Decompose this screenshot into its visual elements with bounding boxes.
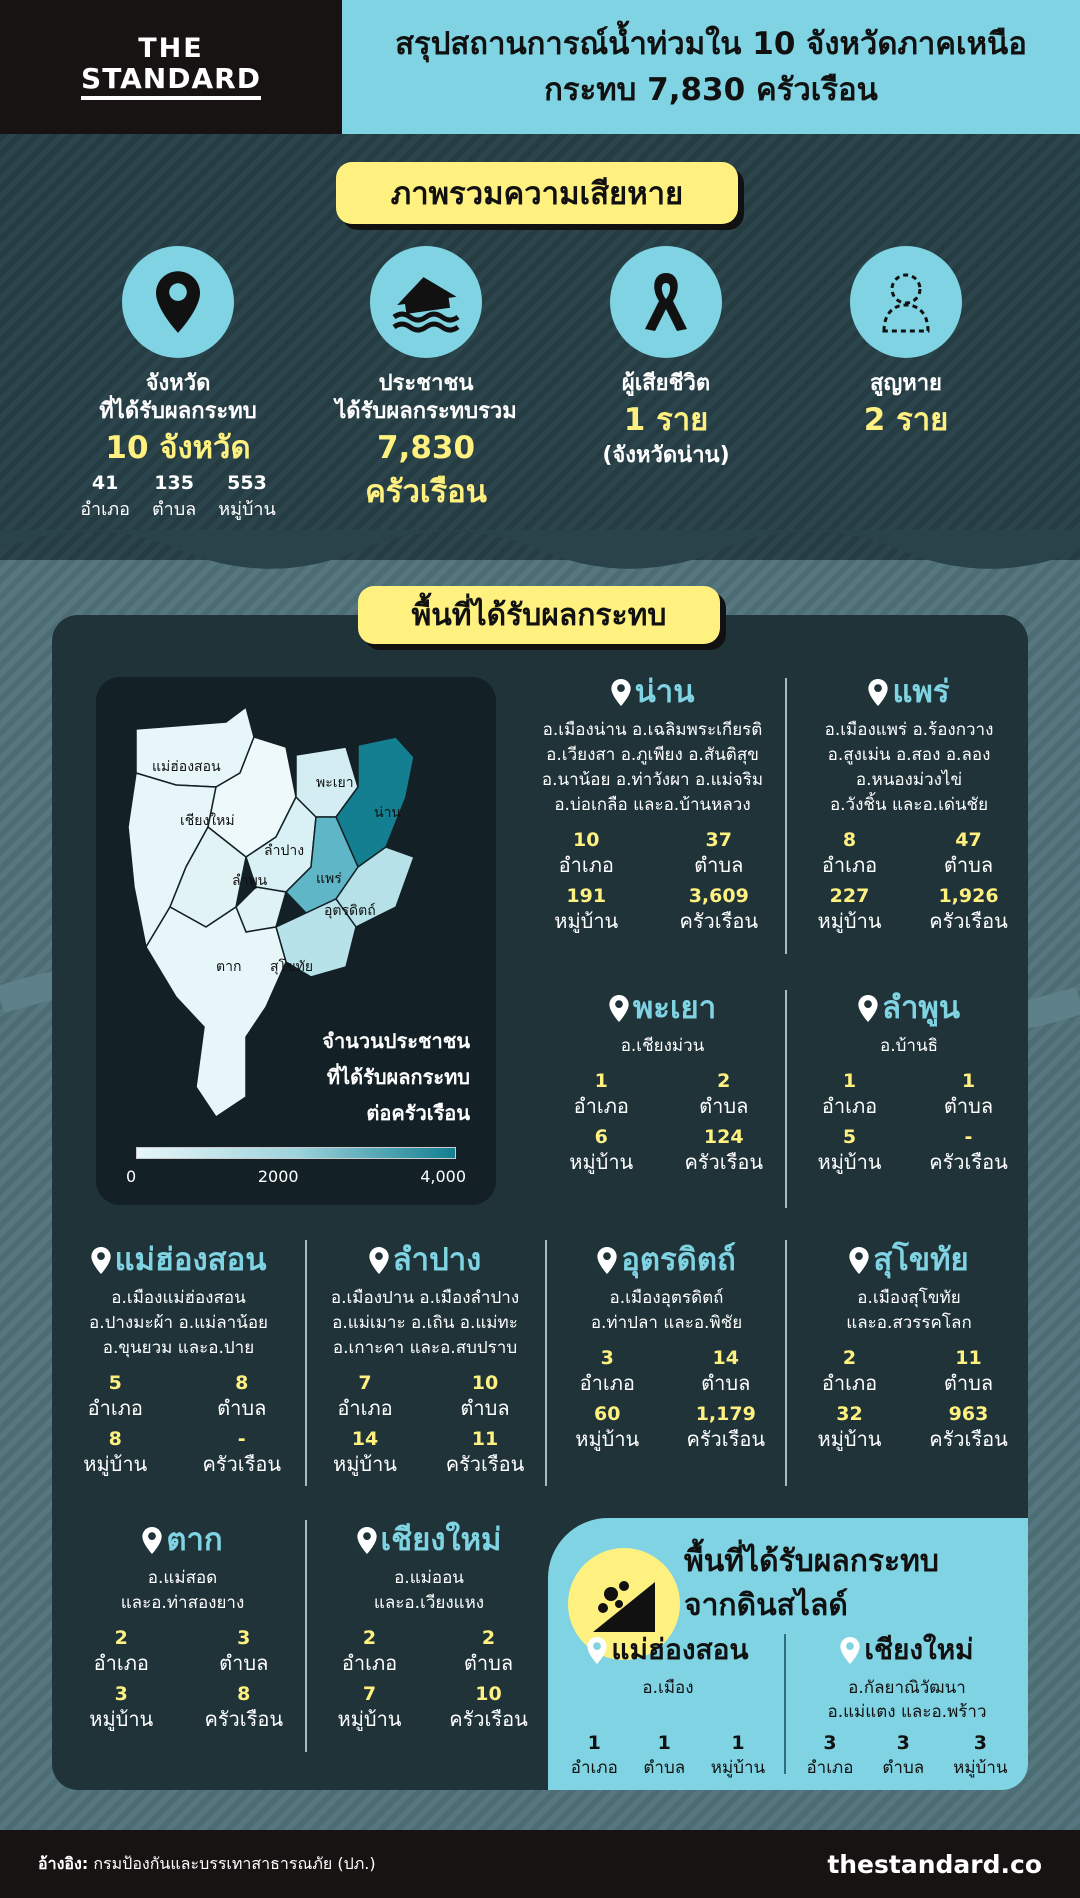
province-card-0	[520, 672, 785, 934]
landslide-title-line: พื้นที่ได้รับผลกระทบ	[684, 1544, 939, 1579]
stat-unit: หมู่บ้าน	[710, 1758, 766, 1778]
map-legend-title-line: ต่อครัวเรือน	[366, 1101, 470, 1125]
stat-number: 6	[594, 1126, 608, 1148]
stat-cell	[909, 1069, 1028, 1119]
stat-number: 1	[961, 1070, 976, 1092]
stat-unit: อำเภอ	[821, 1371, 878, 1395]
landslide-title-line: จากดินสไลด์	[684, 1588, 848, 1623]
stat-unit: อำเภอ	[821, 1094, 878, 1118]
map-label: น่าน	[374, 805, 402, 821]
province-stats	[60, 1626, 305, 1732]
stat-cell	[183, 1626, 306, 1676]
district-line: อ.ท่าปลา และอ.พิชัย	[590, 1313, 743, 1333]
map-region-tak	[146, 907, 286, 1117]
stat-cell	[790, 1402, 909, 1452]
column-divider	[785, 678, 787, 954]
province-card-1	[790, 672, 1028, 934]
stat-cell	[548, 1402, 667, 1452]
stat-number: 5	[108, 1372, 122, 1394]
province-name: สุโขทัย	[873, 1242, 969, 1278]
missing-person-icon	[850, 246, 962, 358]
stat-number: 3	[114, 1683, 128, 1705]
stat-unit: อำเภอ	[93, 1651, 149, 1675]
landslide-stats	[792, 1732, 1022, 1781]
stat-unit: ครัวเรือน	[684, 1150, 764, 1174]
stat-number: 60	[594, 1403, 621, 1425]
stat-provinces-label1: จังหวัด	[145, 371, 211, 396]
stat-cell	[429, 1682, 548, 1732]
breakdown-number: 41	[91, 472, 119, 494]
stat-cell	[179, 1427, 306, 1477]
stat-number: -	[237, 1428, 246, 1450]
province-name: น่าน	[634, 674, 695, 710]
landslide-area-1	[792, 1630, 1022, 1781]
column-divider	[305, 1520, 307, 1752]
district-line: อ.หนองม่วงไข่	[855, 770, 963, 790]
map-pin-icon	[142, 1527, 162, 1554]
stat-number: 3	[973, 1732, 987, 1754]
district-line: อ.แม่แตง และอ.พร้าว	[827, 1702, 987, 1722]
province-name: แพร่	[892, 674, 950, 710]
stat-number: 14	[712, 1347, 739, 1369]
stat-unit: ตำบล	[943, 853, 994, 877]
stat-unit: ตำบล	[217, 1396, 267, 1420]
stat-number: 7	[362, 1683, 377, 1705]
stat-number: 1	[731, 1732, 745, 1754]
stat-unit: อำเภอ	[821, 853, 878, 877]
district-line: และอ.ท่าสองยาง	[120, 1593, 245, 1613]
stat-cell	[52, 1427, 179, 1477]
stat-cell	[909, 828, 1028, 878]
district-line: อ.ปางมะผ้า อ.แม่ลาน้อย	[88, 1313, 269, 1333]
breakdown-number: 135	[154, 472, 194, 494]
stat-cell	[806, 1732, 853, 1781]
province-card-8	[60, 1520, 305, 1732]
district-line: อ.เมือง	[642, 1678, 694, 1698]
district-line: อ.เมืองอุตรดิตถ์	[609, 1288, 724, 1308]
stat-unit: อำเภอ	[573, 1094, 629, 1118]
stat-unit: ตำบล	[943, 1371, 994, 1395]
stat-number: 7	[358, 1372, 372, 1394]
province-card-6	[548, 1240, 785, 1452]
map-label: พะเยา	[316, 775, 354, 791]
stat-number: 8	[235, 1372, 249, 1394]
district-line: และอ.เวียงแหง	[373, 1593, 485, 1613]
district-line: อ.เมืองแม่ฮ่องสอน	[111, 1288, 246, 1308]
stat-unit: หมู่บ้าน	[569, 1150, 634, 1174]
stat-number: 14	[351, 1428, 379, 1450]
province-districts	[520, 718, 785, 818]
stat-unit: อำเภอ	[806, 1758, 854, 1778]
province-stats	[540, 1069, 785, 1175]
province-map	[96, 677, 496, 1205]
stat-missing-label: สูญหาย	[870, 371, 942, 396]
map-pin-icon	[840, 1637, 860, 1664]
stat-unit: ตำบล	[701, 1371, 751, 1395]
landslide-panel	[548, 1518, 1028, 1790]
province-name: ลำพูน	[881, 990, 961, 1026]
map-label: แพร่	[316, 871, 342, 887]
province-card-2	[540, 988, 785, 1175]
stat-unit: หมู่บ้าน	[575, 1427, 640, 1451]
page-title	[342, 0, 1080, 134]
province-districts	[52, 1286, 305, 1361]
stat-number: 3	[896, 1732, 910, 1754]
stat-deaths	[548, 246, 784, 470]
map-pin-icon	[849, 1247, 869, 1274]
affected-title: พื้นที่ได้รับผลกระทบ	[358, 586, 720, 644]
footer-reference-text: กรมป้องกันและบรรเทาสาธารณภัย (ปภ.)	[93, 1853, 376, 1873]
landslide-stats	[558, 1732, 778, 1781]
stat-number: 11	[955, 1347, 982, 1369]
stat-cell	[653, 828, 786, 878]
district-line: อ.แม่ออน	[394, 1568, 464, 1588]
stat-number: 11	[471, 1428, 499, 1450]
landslide-area-name: แม่ฮ่องสอน	[611, 1633, 749, 1666]
stat-cell	[52, 1371, 179, 1421]
map-pin-icon	[597, 1247, 617, 1274]
stat-unit: หมู่บ้าน	[337, 1707, 402, 1731]
province-districts	[548, 1286, 785, 1336]
stat-cell	[790, 828, 909, 878]
landslide-divider	[784, 1634, 786, 1774]
brand-logo	[0, 0, 342, 134]
stat-number: 10	[573, 829, 600, 851]
stat-number: 227	[829, 885, 870, 907]
stat-unit: ครัวเรือน	[202, 1452, 282, 1476]
province-card-4	[52, 1240, 305, 1477]
landslide-title	[684, 1540, 939, 1628]
stat-deaths-value: 1 ราย	[623, 402, 709, 438]
stat-unit: ตำบล	[699, 1094, 749, 1118]
stat-unit: ตำบล	[219, 1651, 269, 1675]
stat-cell	[909, 884, 1028, 934]
stat-unit: อำเภอ	[579, 1371, 635, 1395]
province-districts	[310, 1566, 548, 1616]
stat-unit: หมู่บ้าน	[554, 909, 619, 933]
map-label: สุโขทัย	[270, 959, 314, 975]
stat-number: 191	[566, 885, 607, 907]
stat-number: 1	[842, 1070, 857, 1092]
stat-cell	[667, 1346, 786, 1396]
stat-unit: อำเภอ	[558, 853, 614, 877]
map-pin-icon	[122, 246, 234, 358]
stat-unit: ตำบล	[460, 1396, 510, 1420]
province-districts	[790, 1286, 1028, 1336]
district-line: อ.เกาะคา และอ.สบปราบ	[332, 1338, 518, 1358]
stat-cell	[60, 1626, 183, 1676]
stat-number: 1	[594, 1070, 608, 1092]
breakdown-unit: หมู่บ้าน	[218, 499, 276, 520]
district-line: และอ.สวรรคโลก	[846, 1313, 972, 1333]
brand-logo-line2: STANDARD	[81, 64, 261, 100]
footer	[0, 1830, 1080, 1898]
landslide-area-0	[558, 1630, 778, 1781]
province-stats	[310, 1626, 548, 1732]
stat-cell	[909, 1402, 1028, 1452]
stat-number: 10	[471, 1372, 499, 1394]
breakdown-unit: อำเภอ	[80, 499, 130, 520]
stat-cell	[711, 1732, 765, 1781]
stat-number: 2	[481, 1627, 496, 1649]
stat-number: 3	[237, 1627, 251, 1649]
mourning-ribbon-icon	[610, 246, 722, 358]
stat-missing	[788, 246, 1024, 442]
stat-cell	[790, 1069, 909, 1119]
province-stats	[790, 828, 1028, 934]
stat-unit: ครัวเรือน	[449, 1707, 528, 1731]
stat-cell	[653, 884, 786, 934]
footer-reference-label: อ้างอิง:	[38, 1853, 89, 1873]
stat-cell	[790, 1346, 909, 1396]
district-line: อ.เมืองน่าน อ.เฉลิมพระเกียรติ	[542, 720, 763, 740]
map-legend-title-line: จำนวนประชาชน	[322, 1029, 470, 1053]
stat-cell	[571, 1732, 618, 1781]
stat-number: 1	[657, 1732, 671, 1754]
footer-reference	[38, 1852, 376, 1877]
page-title-line2: กระทบ 7,830 ครัวเรือน	[544, 72, 878, 108]
landslide-area-title	[558, 1630, 778, 1670]
map-legend-tick: 0	[126, 1167, 137, 1186]
stat-provinces-label2: ที่ได้รับผลกระทบ	[99, 399, 257, 424]
stat-unit: ครัวเรือน	[929, 1150, 1008, 1174]
stat-unit: ตำบล	[694, 853, 744, 877]
map-pin-icon	[357, 1527, 377, 1554]
map-pin-icon	[611, 679, 631, 706]
province-stats	[305, 1371, 545, 1477]
district-line: อ.แม่สอด	[147, 1568, 218, 1588]
district-line: อ.เมืองแพร่ อ.ร้องกวาง	[824, 720, 994, 740]
province-card-3	[790, 988, 1028, 1175]
stat-cell	[425, 1427, 545, 1477]
stat-cell	[663, 1125, 786, 1175]
stat-cell	[310, 1626, 429, 1676]
map-label: เชียงใหม่	[180, 813, 235, 829]
stat-unit: ครัวเรือน	[679, 909, 759, 933]
stat-provinces-value: 10 จังหวัด	[105, 430, 251, 466]
map-label: ลำปาง	[264, 843, 305, 859]
stat-cell	[540, 1069, 663, 1119]
stat-unit: หมู่บ้าน	[953, 1758, 1008, 1778]
stat-cell	[790, 884, 909, 934]
stat-unit: อำเภอ	[337, 1396, 393, 1420]
district-line: อ.บ้านธิ	[880, 1036, 938, 1056]
stat-cell	[540, 1125, 663, 1175]
stat-cell	[520, 828, 653, 878]
province-districts	[60, 1566, 305, 1616]
stat-unit: ตำบล	[882, 1758, 925, 1778]
stat-number: 32	[836, 1403, 863, 1425]
stat-unit: หมู่บ้าน	[83, 1452, 148, 1476]
stat-number: 10	[475, 1683, 502, 1705]
map-label: ลำพูน	[232, 873, 268, 889]
stat-cell	[425, 1371, 545, 1421]
district-line: อ.กัลยาณิวัฒนา	[848, 1678, 966, 1698]
province-districts	[305, 1286, 545, 1361]
province-name: พะเยา	[632, 990, 717, 1026]
stat-number: 3,609	[688, 885, 749, 907]
province-card-9	[310, 1520, 548, 1732]
stat-number: 3	[823, 1732, 837, 1754]
province-districts	[790, 718, 1028, 818]
stat-deaths-note: (จังหวัดน่าน)	[602, 443, 730, 468]
stat-unit: ครัวเรือน	[204, 1707, 284, 1731]
brand-logo-line1: THE	[138, 33, 204, 64]
stat-unit: หมู่บ้าน	[817, 1427, 882, 1451]
stat-missing-value: 2 ราย	[863, 402, 949, 438]
map-pin-icon	[609, 995, 629, 1022]
province-name: แม่ฮ่องสอน	[114, 1242, 267, 1278]
landslide-area-name: เชียงใหม่	[864, 1633, 974, 1666]
province-name: อุตรดิตถ์	[621, 1242, 736, 1278]
landslide-districts	[792, 1676, 1022, 1728]
stat-unit: อำเภอ	[341, 1651, 398, 1675]
stat-cell	[909, 1346, 1028, 1396]
stat-number: 1,179	[695, 1403, 756, 1425]
stat-cell	[520, 884, 653, 934]
stat-cell	[60, 1682, 183, 1732]
stat-cell	[310, 1682, 429, 1732]
district-line: อ.นาน้อย อ.ท่าวังผา อ.แม่จริม	[541, 770, 764, 790]
column-divider	[545, 1240, 547, 1486]
stat-number: 2	[842, 1347, 857, 1369]
stat-cell	[663, 1069, 786, 1119]
stat-provinces-breakdown	[60, 472, 296, 523]
province-card-5	[305, 1240, 545, 1477]
map-legend-tick: 2000	[257, 1167, 299, 1186]
map-pin-icon	[858, 995, 878, 1022]
stat-unit: หมู่บ้าน	[333, 1452, 397, 1476]
map-label: แม่ฮ่องสอน	[152, 759, 221, 775]
province-name: ลำปาง	[392, 1242, 482, 1278]
stat-number: -	[964, 1126, 973, 1148]
stat-number: 8	[842, 829, 857, 851]
stat-number: 124	[703, 1126, 744, 1148]
stat-people	[308, 246, 544, 514]
district-line: อ.เวียงสา อ.ภูเพียง อ.สันติสุข	[546, 745, 759, 765]
stat-number: 1,926	[938, 885, 999, 907]
stat-unit: ครัวเรือน	[686, 1427, 766, 1451]
map-legend-ticks	[126, 1167, 466, 1186]
map-legend-scale	[136, 1147, 456, 1159]
stat-cell	[790, 1125, 909, 1175]
stat-people-unit: ครัวเรือน	[365, 474, 487, 510]
map-legend-title-line: ที่ได้รับผลกระทบ	[326, 1065, 470, 1089]
stat-people-label1: ประชาชน	[378, 371, 474, 396]
stat-number: 5	[842, 1126, 857, 1148]
stat-cell	[667, 1402, 786, 1452]
stat-deaths-label: ผู้เสียชีวิต	[621, 371, 711, 396]
stat-unit: ตำบล	[463, 1651, 514, 1675]
province-card-7	[790, 1240, 1028, 1452]
province-stats	[52, 1371, 305, 1477]
district-line: อ.สูงเม่น อ.สอง อ.ลอง	[827, 745, 991, 765]
stat-number: 3	[600, 1347, 614, 1369]
district-line: อ.แม่เมาะ อ.เถิน อ.แม่ทะ	[332, 1313, 518, 1333]
stat-unit: อำเภอ	[87, 1396, 143, 1420]
stat-cell	[643, 1732, 685, 1781]
district-line: อ.เชียงม่วน	[620, 1036, 705, 1056]
map-label: อุตรดิตถ์	[324, 903, 376, 919]
column-divider	[785, 990, 787, 1208]
stat-cell	[183, 1682, 306, 1732]
map-pin-icon	[868, 679, 888, 706]
province-stats	[548, 1346, 785, 1452]
map-label: ตาก	[216, 959, 242, 975]
stat-number: 8	[108, 1428, 122, 1450]
overview-title: ภาพรวมความเสียหาย	[336, 162, 738, 224]
stat-people-value: 7,830	[376, 430, 476, 466]
stat-cell	[179, 1371, 306, 1421]
flooded-house-icon	[370, 246, 482, 358]
district-line: อ.วังชิ้น และอ.เด่นชัย	[829, 795, 989, 815]
stat-unit: หมู่บ้าน	[817, 909, 882, 933]
province-name: เชียงใหม่	[380, 1522, 502, 1558]
province-districts	[790, 1034, 1028, 1059]
district-line: อ.เมืองสุโขทัย	[857, 1288, 961, 1308]
column-divider	[305, 1240, 307, 1486]
stat-cell	[882, 1732, 924, 1781]
map-pin-icon	[369, 1247, 389, 1274]
stat-cell	[548, 1346, 667, 1396]
map-legend-title	[322, 1023, 470, 1131]
stat-unit: ครัวเรือน	[929, 1427, 1008, 1451]
stat-number: 8	[237, 1683, 251, 1705]
stat-number: 1	[587, 1732, 601, 1754]
stat-unit: ตำบล	[943, 1094, 994, 1118]
province-name: ตาก	[166, 1522, 223, 1558]
stat-unit: อำเภอ	[570, 1758, 618, 1778]
page-title-line1: สรุปสถานการณ์น้ำท่วมใน 10 จังหวัดภาคเหนือ	[395, 26, 1027, 62]
stat-unit: ครัวเรือน	[445, 1452, 525, 1476]
stat-unit: ครัวเรือน	[929, 909, 1008, 933]
province-districts	[540, 1034, 785, 1059]
map-pin-icon	[587, 1637, 607, 1664]
stat-cell	[429, 1626, 548, 1676]
stat-number: 37	[705, 829, 732, 851]
landslide-districts	[558, 1676, 778, 1728]
stat-people-label2: ได้รับผลกระทบรวม	[335, 399, 517, 424]
column-divider	[785, 1240, 787, 1486]
stat-cell	[909, 1125, 1028, 1175]
breakdown-number: 553	[227, 472, 267, 494]
province-stats	[520, 828, 785, 934]
stat-number: 47	[955, 829, 982, 851]
stat-provinces	[60, 246, 296, 523]
province-stats	[790, 1346, 1028, 1452]
stat-unit: หมู่บ้าน	[817, 1150, 882, 1174]
stat-number: 2	[362, 1627, 377, 1649]
breakdown-unit: ตำบล	[151, 499, 197, 520]
district-line: อ.เมืองปาน อ.เมืองลำปาง	[330, 1288, 520, 1308]
province-stats	[790, 1069, 1028, 1175]
district-line: อ.บ่อเกลือ และอ.บ้านหลวง	[554, 795, 751, 815]
stat-number: 963	[948, 1403, 989, 1425]
footer-site-link[interactable]: thestandard.co	[827, 1849, 1042, 1879]
map-legend-tick: 4,000	[420, 1167, 466, 1186]
map-pin-icon	[91, 1247, 111, 1274]
district-line: อ.ขุนยวม และอ.ปาย	[102, 1338, 255, 1358]
landslide-area-title	[792, 1630, 1022, 1670]
stat-unit: หมู่บ้าน	[89, 1707, 154, 1731]
stat-number: 2	[114, 1627, 128, 1649]
stat-cell	[305, 1371, 425, 1421]
stat-cell	[953, 1732, 1007, 1781]
stat-unit: ตำบล	[643, 1758, 686, 1778]
stat-number: 2	[717, 1070, 731, 1092]
stat-cell	[305, 1427, 425, 1477]
